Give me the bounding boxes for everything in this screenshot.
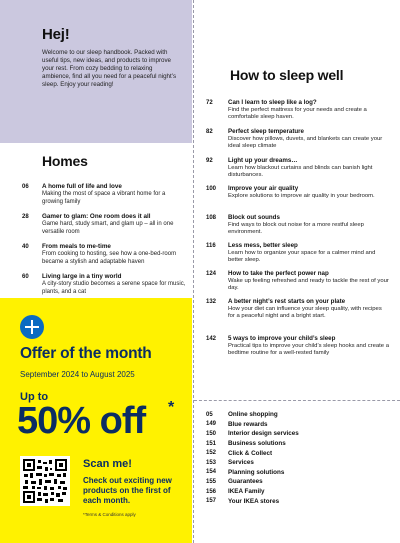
homes-entry[interactable] bbox=[0, 213, 186, 236]
entry-desc: Discover how pillows, duvets, and blankets can create your ideal sleep climate bbox=[228, 135, 383, 150]
page-number: 154 bbox=[206, 469, 217, 476]
homes-entry[interactable] bbox=[0, 183, 186, 206]
sleep-entry[interactable] bbox=[194, 128, 394, 150]
page-number: 108 bbox=[206, 215, 217, 221]
entry-title: Gamer to glam: One room does it all bbox=[42, 213, 151, 220]
sleep-entry[interactable] bbox=[194, 214, 394, 236]
intro-text: Welcome to our sleep handbook. Packed with useful tips, new ideas, and products to improve your rest. From cozy bedding to relaxing ambience, find all you need for a peaceful night’s sleep. Enjoy your reading! bbox=[42, 49, 177, 88]
sleep-entry[interactable] bbox=[194, 270, 394, 292]
entry-title: Perfect sleep temperature bbox=[228, 128, 305, 135]
service-item[interactable] bbox=[194, 429, 400, 439]
offer-check-text: Check out exciting new products on the first of each month. bbox=[83, 476, 172, 505]
page-number: 100 bbox=[206, 186, 217, 192]
page-number: 150 bbox=[206, 430, 217, 437]
service-item[interactable] bbox=[194, 420, 400, 430]
service-name: Business solutions bbox=[228, 440, 286, 448]
service-name: Online shopping bbox=[228, 411, 278, 419]
entry-title: Can I learn to sleep like a log? bbox=[228, 99, 317, 106]
page-number: 82 bbox=[206, 129, 213, 135]
entry-desc: Explore solutions to improve air quality in your bedroom. bbox=[228, 192, 375, 199]
service-item[interactable] bbox=[194, 496, 400, 506]
entry-title: Block out sounds bbox=[228, 214, 280, 221]
page-number: 152 bbox=[206, 450, 217, 457]
offer-up-to: Up to bbox=[20, 391, 49, 403]
page-number: 72 bbox=[206, 100, 213, 106]
service-item[interactable] bbox=[194, 458, 400, 468]
sleep-title: How to sleep well bbox=[230, 67, 344, 83]
service-name: Blue rewards bbox=[228, 420, 268, 428]
homes-title: Homes bbox=[42, 153, 88, 169]
qr-code-icon[interactable] bbox=[20, 456, 70, 506]
page-number: 151 bbox=[206, 440, 217, 447]
section-divider bbox=[194, 400, 400, 401]
sleep-entry[interactable] bbox=[194, 99, 394, 121]
service-name: Your IKEA stores bbox=[228, 497, 280, 505]
entry-desc: Practical tips to improve your child’s sleep hooks and create a bedtime routine for a well-rested family bbox=[228, 342, 389, 357]
offer-title: Offer of the month bbox=[20, 345, 152, 362]
entry-desc: Learn how blackout curtains and blinds can banish light disturbances. bbox=[228, 164, 373, 179]
entry-title: Improve your air quality bbox=[228, 185, 299, 192]
service-item[interactable] bbox=[194, 448, 400, 458]
plus-icon bbox=[20, 315, 44, 339]
service-name: Guarantees bbox=[228, 478, 263, 486]
page-number: 116 bbox=[206, 243, 216, 249]
entry-desc: Making the most of space a vibrant home for a growing family bbox=[42, 191, 166, 205]
offer-dates: September 2024 to August 2025 bbox=[20, 370, 135, 379]
page-number: 149 bbox=[206, 421, 217, 428]
homes-entry[interactable] bbox=[0, 273, 186, 296]
services-list bbox=[194, 410, 400, 506]
service-item[interactable] bbox=[194, 477, 400, 487]
entry-title: 5 ways to improve your child’s sleep bbox=[228, 335, 336, 342]
sleep-entry[interactable] bbox=[194, 335, 394, 357]
service-name: IKEA Family bbox=[228, 488, 265, 496]
sleep-entry[interactable] bbox=[194, 157, 394, 179]
entry-desc: Game hard, study smart, and glam up – all in one versatile room bbox=[42, 221, 174, 235]
entry-desc: A city-story studio becomes a serene space for music, plants, and a cat bbox=[42, 281, 186, 295]
left-column bbox=[0, 0, 192, 543]
fine-print: *Terms & Conditions apply bbox=[83, 512, 136, 517]
sleep-entry[interactable] bbox=[194, 185, 394, 200]
entry-desc: How your diet can influence your sleep quality, with recipes for a peaceful night and a bright start. bbox=[228, 305, 382, 320]
service-name: Click & Collect bbox=[228, 449, 273, 457]
entry-desc: Find ways to block out noise for a more restful sleep environment. bbox=[228, 221, 364, 236]
page-number: 05 bbox=[206, 411, 213, 418]
page-number: 157 bbox=[206, 498, 217, 505]
entry-title: Less mess, better sleep bbox=[228, 242, 298, 249]
service-item[interactable] bbox=[194, 487, 400, 497]
entry-desc: Learn how to organize your space for a calmer mind and better sleep. bbox=[228, 249, 376, 264]
entry-title: A better night’s rest starts on your plate bbox=[228, 298, 346, 305]
page-number: 153 bbox=[206, 459, 217, 466]
entry-title: How to take the perfect power nap bbox=[228, 270, 329, 277]
service-name: Interior design services bbox=[228, 430, 299, 438]
page-number: 155 bbox=[206, 478, 217, 485]
offer-asterisk: * bbox=[168, 399, 175, 416]
page-number: 92 bbox=[206, 158, 213, 164]
service-item[interactable] bbox=[194, 468, 400, 478]
entry-desc: Find the perfect mattress for your needs and create a comfortable sleep haven. bbox=[228, 106, 367, 121]
page-number: 142 bbox=[206, 336, 217, 342]
homes-entry[interactable] bbox=[0, 243, 186, 266]
homes-section bbox=[0, 143, 192, 295]
entry-title: Light up your dreams… bbox=[228, 157, 298, 164]
entry-desc: Wake up feeling refreshed and ready to tackle the rest of your day. bbox=[228, 277, 389, 292]
service-name: Planning solutions bbox=[228, 468, 285, 476]
intro-title: Hej! bbox=[42, 26, 70, 43]
sleep-entry[interactable] bbox=[194, 242, 394, 264]
entry-title: Living large in a tiny world bbox=[42, 273, 122, 280]
entry-title: A home full of life and love bbox=[42, 183, 122, 190]
intro-panel bbox=[0, 0, 192, 143]
service-name: Services bbox=[228, 459, 254, 467]
offer-discount: 50% off bbox=[17, 400, 146, 442]
sleep-entry[interactable] bbox=[194, 298, 394, 320]
page-number: 124 bbox=[206, 271, 217, 277]
page-number: 60 bbox=[22, 274, 29, 280]
page-number: 40 bbox=[22, 244, 29, 250]
entry-desc: From cooking to hosting, see how a one-bed-room became a stylish and adaptable haven bbox=[42, 251, 177, 265]
offer-panel bbox=[0, 298, 192, 543]
scan-me-label: Scan me! bbox=[83, 458, 132, 470]
page-number: 156 bbox=[206, 488, 217, 495]
service-item[interactable] bbox=[194, 410, 400, 420]
page-number: 132 bbox=[206, 299, 217, 305]
page-number: 28 bbox=[22, 214, 29, 220]
page-number: 06 bbox=[22, 184, 29, 190]
service-item[interactable] bbox=[194, 439, 400, 449]
entry-title: From meals to me-time bbox=[42, 243, 111, 250]
qr-code-graphic bbox=[23, 459, 67, 503]
